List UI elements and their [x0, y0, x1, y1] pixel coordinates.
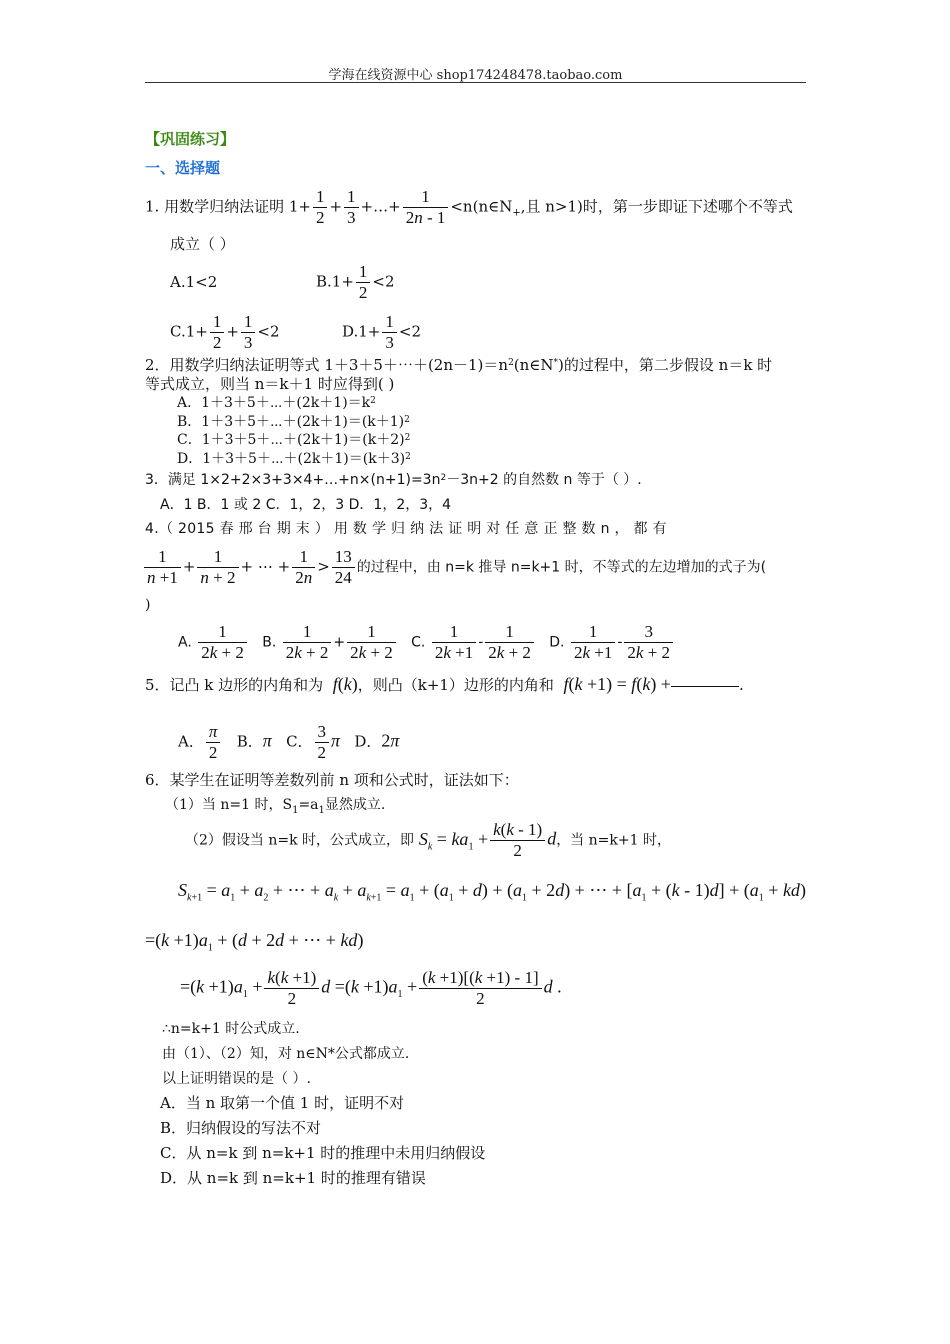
question-2: 2．用数学归纳法证明等式 $1+3+5+\cdots+(2n-1)=n^2(n\in N^*)$的过程中，第二步假设 n＝k 时 [145, 356, 773, 374]
frac-1-3: $\frac{1}{3}$ [241, 312, 256, 353]
q2-option-b: B．$1+3+5+\cdots+(2k+1)=(k+1)^2$ [177, 414, 410, 430]
frac-1-3: $\frac{1}{3}$ [382, 312, 397, 353]
q6-question: 以上证明错误的是（ ）. [162, 1071, 311, 1087]
frac-1-2: $\frac{1}{2}$ [210, 312, 225, 353]
frac-1-2n-1: $\frac{1}{2n - 1}$ [403, 187, 449, 228]
q1-option-c: C.1+ $\frac{1}{2}$ + $\frac{1}{3}$ <2 [170, 312, 280, 352]
frac-1-3: $\frac{1}{3}$ [344, 187, 359, 228]
q5-option-d: D． [354, 732, 382, 751]
q4-line2: 的过程中，由 n=k 推导 n=k+1 时，不等式的左边增加的式子为( [356, 559, 767, 576]
q6-option-c: C．从 n=k 到 n=k+1 时的推理中未用归纳假设 [160, 1144, 486, 1162]
q1-condition: <n(n∈N [450, 197, 513, 216]
header-rule [145, 82, 806, 83]
q1-line2: 成立（ ） [170, 235, 235, 253]
q2-option-c: C．$1+3+5+\cdots+(2k+1)=(k+2)^2$ [177, 432, 411, 448]
q6-equation-3: $=(k +1)a_1$ + $\frac{k(k +1)}{2}$ $d =(k +1)a_1$ + $\frac{(k +1)[(k +1) - 1]}{2}$ d . [180, 968, 562, 1008]
q2-line1b: (n∈N [513, 356, 554, 374]
q1-less-2: <2 [372, 272, 395, 291]
q5-line1: 5．记凸 k 边形的内角和为 [145, 676, 324, 694]
q5-option-c: C． [286, 732, 313, 751]
q5-option-b: B． [236, 732, 263, 751]
q4-option-b: B. [262, 634, 277, 651]
question-4: 4.（ 2015 春 邢 台 期 末 ） 用 数 学 归 纳 法 证 明 对 任 意 正 整 数 n ， 都 有 [145, 521, 667, 537]
q1-less-2: <2 [257, 322, 280, 341]
q6-equation-2: $=(k +1)a_1 + (d + 2d$ + ⋯ + kd) [145, 930, 364, 954]
question-1: 1. 用数学归纳法证明 1+ $\frac{1}{2}$ + $\frac{1}{3}$ +…+ $\frac{1}{2n - 1}$ $<n(n\in N_+$,且 n>1)时，第一步即证下述哪个不等式 [145, 187, 793, 227]
q2-option-d: D．$1+3+5+\cdots+(2k+1)=(k+3)^2$ [177, 451, 411, 467]
frac-1-2: $\frac{1}{2}$ [313, 187, 328, 228]
q5-options: A． $\frac{\pi}{2}$ B．π C． $\frac{3}{2}$ π D．2π [178, 722, 400, 762]
q6-therefore: ∴n=k+1 时公式成立. [162, 1021, 300, 1037]
question-5: 5．记凸 k 边形的内角和为 f(k)，则凸（k+1）边形的内角和 f(k +1) = f(k) + . [145, 674, 744, 694]
q1-option-d [342, 312, 421, 353]
q4-option-c: C. [411, 634, 426, 651]
q4-inequality: $\frac{1}{n +1}$ + $\frac{1}{n + 2}$ + ⋯ + $\frac{1}{2n}$ > $\frac{13}{24}$ 的过程中，由 n=k 推导 n=k+1 时，不等式的左边增加的式子为( [142, 547, 766, 588]
q2-line1: 2．用数学归纳法证明等式 1＋3＋5＋⋯＋(2n－1)＝n [145, 356, 509, 374]
q2-line1c: )的过程中，第二步假设 n＝k 时 [558, 356, 773, 374]
q1-option-b [316, 262, 395, 303]
frac-1-2: $\frac{1}{2}$ [356, 262, 371, 303]
q1-option-d-label: D.1+ [342, 322, 381, 341]
q1-option-a: A.1<2 [170, 273, 218, 291]
q4-options: A. $\frac{1}{2k + 2}$ B. $\frac{1}{2k + 2}$ + $\frac{1}{2k + 2}$ C. $\frac{1}{2k +1}$ - $\frac{1}{2k + 2}$ D. $\frac{1}{2k +1}$ - $\frac{3}{2k + 2}$ [178, 622, 675, 663]
q3-options: A．1 B．1 或 2 C．1，2，3 D．1，2，3，4 [160, 497, 452, 513]
q6-option-b: B．归纳假设的写法不对 [160, 1119, 322, 1137]
q1-condition-2: ,且 n>1)时，第一步即证下述哪个不等式 [520, 197, 793, 216]
q5-option-a: A． [178, 732, 204, 751]
q1-less-2: <2 [398, 322, 421, 341]
q6-option-d: D．从 n=k 到 n=k+1 时的推理有错误 [160, 1169, 426, 1187]
q6-step1: （1）当 n=1 时，$S_1=a_1$显然成立. [165, 797, 386, 816]
q1-option-b-label: B.1+ [316, 272, 354, 291]
section-title: 【巩固练习】 [145, 130, 236, 148]
q2-option-a: A．$1+3+5+\cdots+(2k+1)=k^2$ [177, 395, 376, 411]
page-header: 学海在线资源中心 shop174248478.taobao.com [328, 68, 623, 83]
question-3: 3．满足 $1\times 2+2\times 3+3\times 4+\dots+n\times(n+1)=3n^2-3n+2$ 的自然数 n 等于（ ）. [145, 472, 642, 488]
question-6: 6．某学生在证明等差数列前 n 项和公式时，证法如下： [145, 771, 519, 789]
q1-option-c-label: C.1+ [170, 322, 208, 341]
q2-line2: 等式成立，则当 n＝k＋1 时应得到( ) [145, 375, 395, 393]
q6-equation-1: $S_{k+1} = a_1 + a_2$ + ⋯ + $a_k + a_{k+1} = a_1 + (a_1 + d) + (a_1 + 2d)$ + ⋯ + $[a_1 + (k - 1)d] + (a_1 + kd)$ [178, 880, 806, 904]
q4-option-a: A. [178, 634, 192, 651]
q6-option-a: A．当 n 取第一个值 1 时，证明不对 [160, 1094, 405, 1112]
q4-option-d: D. [549, 634, 565, 651]
q4-line3: ) [145, 597, 151, 613]
q5-line1b: ，则凸（k+1）边形的内角和 [357, 676, 554, 694]
q6-conclusion: 由（1）、（2）知，对 n∈N*公式都成立. [162, 1046, 410, 1062]
section-subtitle: 一、选择题 [145, 159, 221, 177]
q6-step2: （2）假设当 n=k 时，公式成立，即 $S_k = ka_1$ + $\frac{k(k - 1)}{2}$ d，当 n=k+1 时， [185, 820, 671, 860]
q1-prefix: 1. 用数学归纳法证明 1+ [145, 197, 311, 216]
